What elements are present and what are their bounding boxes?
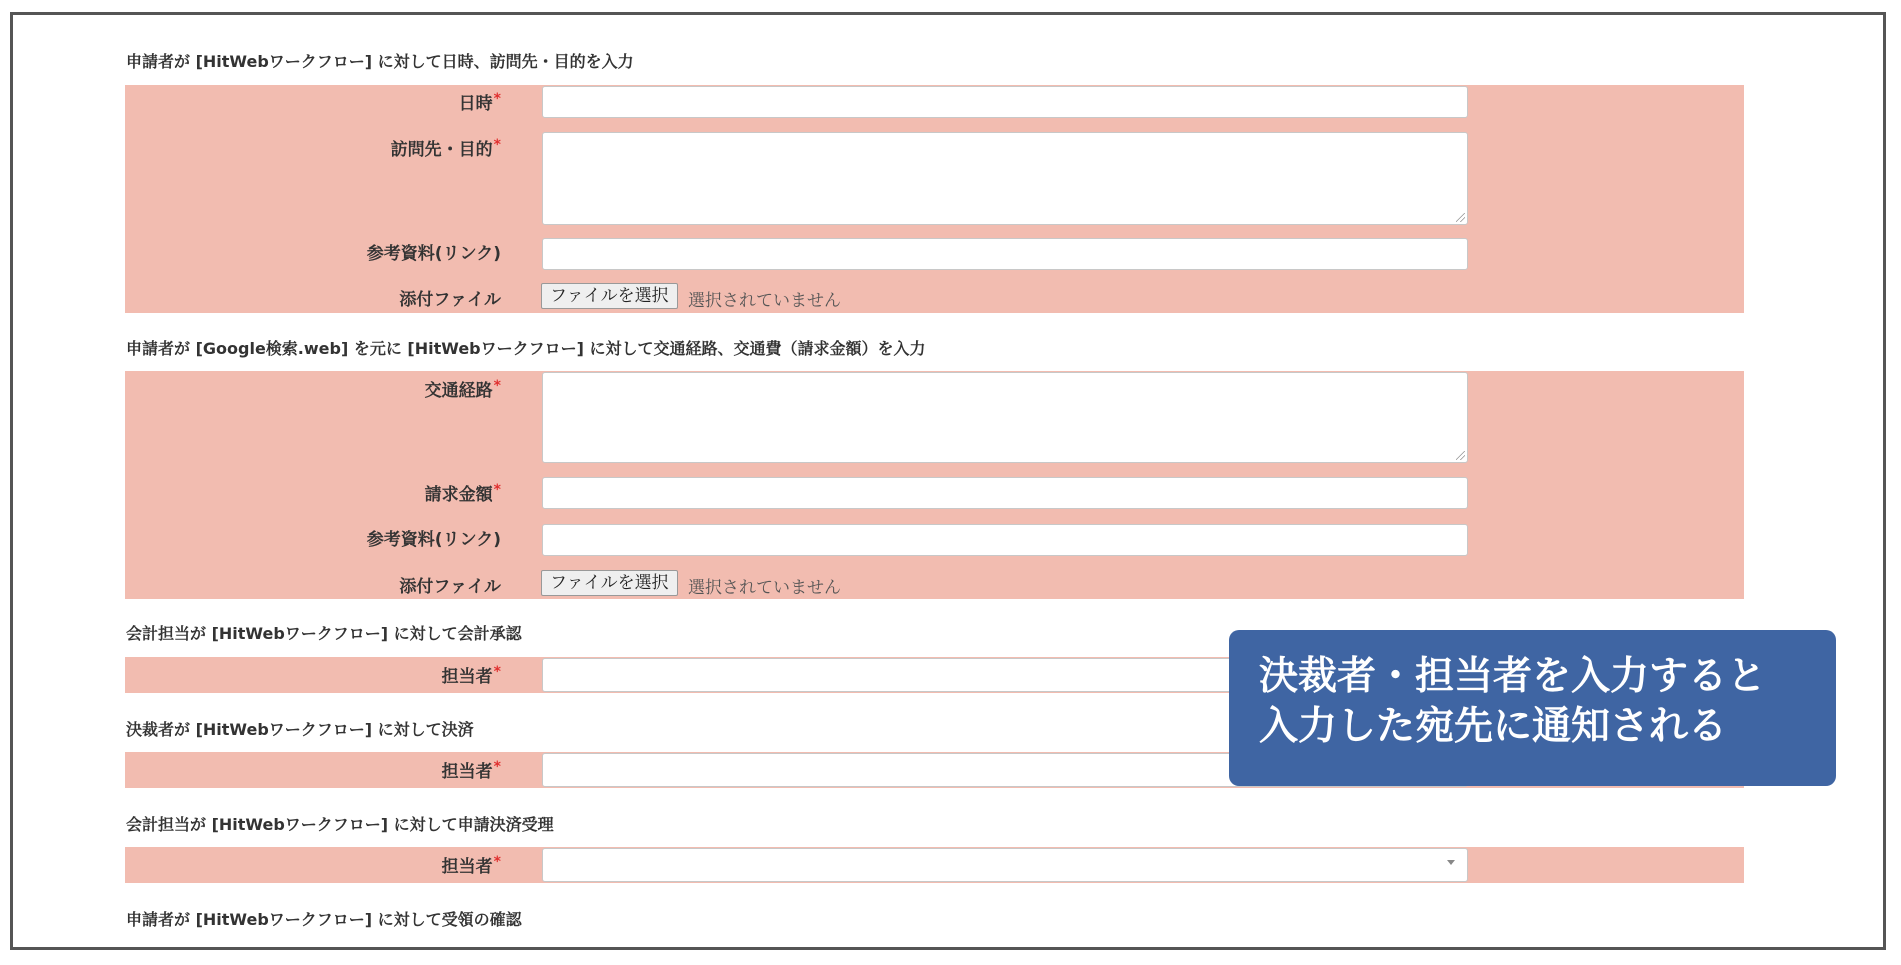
- required-mark: *: [493, 482, 501, 498]
- route-label: 交通経路*: [424, 378, 501, 401]
- required-mark: *: [493, 137, 501, 153]
- callout-line-2: 入力した宛先に通知される: [1259, 704, 1728, 749]
- assignee-label-1: 担当者*: [441, 664, 501, 687]
- choose-file-button-2[interactable]: ファイルを選択: [541, 570, 678, 596]
- section-title-1: 申請者が [HitWebワークフロー] に対して日時、訪問先・目的を入力: [126, 52, 634, 71]
- chevron-down-icon[interactable]: [1447, 860, 1455, 865]
- datetime-label: 日時*: [458, 91, 501, 114]
- required-mark: *: [493, 664, 501, 680]
- attachment-label-1: 添付ファイル: [399, 290, 501, 310]
- section-title-6: 申請者が [HitWebワークフロー] に対して受領の確認: [126, 910, 522, 929]
- reference-link-label-2: 参考資料(リンク): [366, 530, 501, 550]
- datetime-input[interactable]: [542, 86, 1468, 118]
- notification-callout: [1229, 630, 1836, 786]
- assignee-label-2: 担当者*: [441, 759, 501, 782]
- callout-line-1: 決裁者・担当者を入力すると: [1259, 654, 1767, 699]
- required-mark: *: [493, 759, 501, 775]
- resize-grip-icon[interactable]: [1456, 213, 1465, 222]
- choose-file-button-1[interactable]: ファイルを選択: [541, 283, 678, 309]
- receipt-assignee-select[interactable]: [542, 848, 1468, 882]
- visit-purpose-label: 訪問先・目的*: [390, 137, 501, 160]
- required-mark: *: [493, 854, 501, 870]
- required-mark: *: [493, 378, 501, 394]
- resize-grip-icon[interactable]: [1456, 451, 1465, 460]
- file-status-1: 選択されていません: [688, 291, 841, 311]
- section-title-3: 会計担当が [HitWebワークフロー] に対して会計承認: [126, 624, 522, 643]
- section-title-2: 申請者が [Google検索.web] を元に [HitWebワークフロー] に対して交通経路、交通費（請求金額）を入力: [126, 339, 926, 358]
- amount-label: 請求金額*: [424, 482, 501, 505]
- assignee-label-3: 担当者*: [441, 854, 501, 877]
- file-status-2: 選択されていません: [688, 578, 841, 598]
- route-textarea[interactable]: [542, 372, 1468, 463]
- reference-link-label-1: 参考資料(リンク): [366, 244, 501, 264]
- reference-link-input-2[interactable]: [542, 524, 1468, 556]
- section-title-5: 会計担当が [HitWebワークフロー] に対して申請決済受理: [126, 815, 554, 834]
- visit-purpose-textarea[interactable]: [542, 132, 1468, 225]
- section-title-4: 決裁者が [HitWebワークフロー] に対して決済: [126, 720, 474, 739]
- reference-link-input-1[interactable]: [542, 238, 1468, 270]
- attachment-label-2: 添付ファイル: [399, 577, 501, 597]
- required-mark: *: [493, 91, 501, 107]
- amount-input[interactable]: [542, 477, 1468, 509]
